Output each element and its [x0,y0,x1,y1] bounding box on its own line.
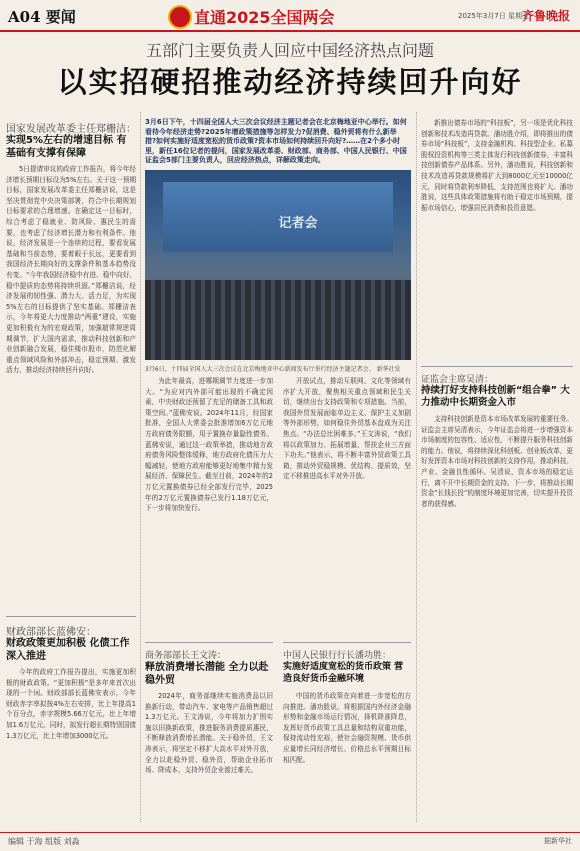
section-separator [283,642,411,643]
newspaper-logo: 齐鲁晚报 [522,9,571,23]
screen-text: 记者会 [278,216,318,231]
photo-caption: 3月6日，十四届全国人大三次会议在北京梅地亚中心新闻发布厅举行经济主题记者会。 新华社发 [145,366,401,373]
footer-editors: 编辑 于海 组版 刘淼 [8,837,80,846]
article-body: 今年的政府工作报告提出，实施更加积极的财政政策。“更加积极”是多年来首次出现的一个词。财政部部长蓝佛安表示，今年财政赤字率拟按4%左右安排，比上年提高1个百分点，赤字规模5.66万亿元，比上年增加1.6万亿元。同时，拟发行超长期特别国债1.3万亿元，比上年增加3000亿元。 [6,668,136,740]
section-kicker: 国家发展改革委主任郑栅洁： [6,124,136,135]
column-divider [416,112,417,822]
article-lead: 3月6日下午，十四届全国人大三次会议经济主题记者会在北京梅地亚中心举行。如何看待今年经济走势?2025年增政策措施等怎样发力?促消费、稳外贸将有什么新举措?如何实施好适度宽松的货币政策?资本市场如何持续回升向好?……在2个多小时里，新任16位记者的提问，国家发展改革委、财政部、商务部、中国人民银行、中国证监会5部门主要负责人，回应经济热点，详解政策走向。 [145,118,407,164]
section-heading: 释放消费增长潜能 全力以赴稳外贸 [145,662,269,686]
column-divider [140,112,141,822]
article-body: 中国的货币政策在向着进一步宽松的方向推进。潘功胜说，将根据国内外经济金融形势和金融市场运行情况，择机降准降息，发挥好货币政策工具总量和结构双重功能，保持流动性充裕，使社会融资规模、货币供应量增长同经济增长、价格总水平预期目标相匹配。 [283,692,411,764]
page-header [0,0,580,32]
article-title: 以实招硬招推动经济持续回升向好 [57,65,523,99]
banner-title: 直通2025全国两会 [194,8,335,27]
article-body: 为此年最高，进哪期调节力度进一步加大。“为应对内外部可能出现的不确定因素，中央财政还预留了充足的储备工具和政策空间。”蓝佛安说。2024年11月，经国家批准，全国人大常委会批准增加6万亿元地方政府债务限额，用于置换存量隐性债务。蓝佛安说，通过这一政策举措，推动地方政府债务风险整体缓释，地方政府化债压力大幅减轻，使地方政府能够更好地集中精力发展经济、保障民生。截至目前，2024年的2万亿元置换债券已经全部发行完毕，2025年的2万亿元置换债券已发行1.18万亿元，下一步将加快发行。 [145,377,273,513]
footer-source: 据新华社 [544,837,572,845]
audience [145,280,411,360]
stage-screen [163,182,393,252]
section-kicker: 证监会主席吴清： [421,375,494,385]
press-conference-photo [145,170,411,360]
footer-rule [0,832,580,833]
section-heading: 财政政策更加积极 化债工作深入推进 [6,638,130,662]
section-heading: 实施好适度宽松的货币政策 营造良好货币金融环境 [283,662,404,684]
page-label: A04 要闻 [8,8,76,26]
section-heading: 实现5%左右的增速目标 有基础有支撑有保障 [6,135,127,159]
article-body: 新推出债券市场的“科技板”，另一项是优化科技创新和技术改造再贷款。潘功胜介绍，即将推出的债券市场“科技板”，支持金融机构、科技型企业、私募股权投资机构等三类主体发行科技创新债券，丰富科技创新债券产品体系。另外，潘功胜说，科技创新和技术改造再贷款规模将扩大到8000亿元至10000亿元，同时将贷款利率降低，支持范围也将扩大。潘功胜说，这些具体政策措施将有助于稳定市场预期，提振市场信心，增强居民消费和投资意愿。 [421,119,573,212]
issue-date: 2025年3月7日 星期五 [458,12,529,20]
national-emblem-icon [168,5,192,29]
section-kicker: 中国人民银行行长潘功胜： [283,651,392,661]
article-body: 5日提请审议的政府工作报告，将今年经济增长预期目标设为5%左右。关于这一预期目标，国家发展改革委主任郑栅洁说，这是坚决贯彻党中央决策部署，符合中长期规划目标要求的合理增速。在确定这一目标时，综合考虑了稳就业、防风险、惠民生的需要，也考虑了经济增长潜力和有利条件。他说，经济发展是一个连续的过程，要看发展基础和当前态势，要着眼于长远，更要看到我国经济长期向好的支撑条件和基本趋势没有变。“今年我国经济稳中有进、稳中向好、稳中提质的态势将持续巩固。”郑栅洁说，经济发展的韧性强、潜力大、活力足，为实现5%左右的目标提供了坚实基础。郑栅洁表示，今年将更大力度推动“两重”建设，实施更加积极有为的宏观政策，加强超常规逆周期调节，扩大国内需求，推动科技创新和产业创新融合发展，稳住楼市股市，防范化解重点领域风险和外部冲击，稳定预期、激发活力，推动经济持续回升向好。 [6,165,136,375]
article-body: 支持科技创新是资本市场改革发展的重要任务。证监会主席吴清表示，今年证监会将进一步增强资本市场制度的包容性、适应性，不断提升服务科技创新的能力。他说，将持续深化科创板、创业板改革，更好发挥资本市场对科技创新的支持作用，推动科技、产业、金融良性循环。吴清说，资本市场的稳定运行，离不开中长期资金的支持。下一步，将推动长期资金“长钱长投”的制度环境更加完善，切实提升投资者的获得感。 [421,415,573,508]
section-separator [6,616,136,617]
section-separator [421,366,573,367]
section-separator [145,642,273,643]
article-subtitle: 五部门主要负责人回应中国经济热点问题 [145,41,434,60]
section-kicker: 商务部部长王文涛： [145,651,227,661]
article-body: 2024年，商务部继续实施消费品以旧换新行动，带动汽车、家电等产品销售超过1.3万亿元。王文涛说，今年将加力扩围实施以旧换新政策，推进服务消费提质惠民，不断释放消费增长潜能。关于稳外贸，王文涛表示，将坚定不移扩大高水平对外开放，全力以赴稳外贸、稳外资，帮助企业拓市场、降成本，支持外贸企业渡过难关。 [145,692,273,775]
section-heading: 持续打好支持科技创新“组合拳” 大力推动中长期资金入市 [421,385,570,408]
section-kicker: 财政部部长蓝佛安： [6,627,96,638]
article-body: 开放试点，推动互联网、文化等领域有序扩大开放，聚焦相关重点领域和民生关切，继续出台支持政策和专项措施。当前，我国外贸发展面临单边主义、保护主义加剧等外部形势，如何稳住外贸基本盘成为关注焦点。“办法总比困难多。”王文涛说，“我们将以政策加力、拓展增量、帮扶企业三方面下功夫。”他表示，将不断丰富外贸政策工具箱，推动外贸稳规模、优结构、提质效，坚定不移推进高水平对外开放。 [283,377,411,481]
